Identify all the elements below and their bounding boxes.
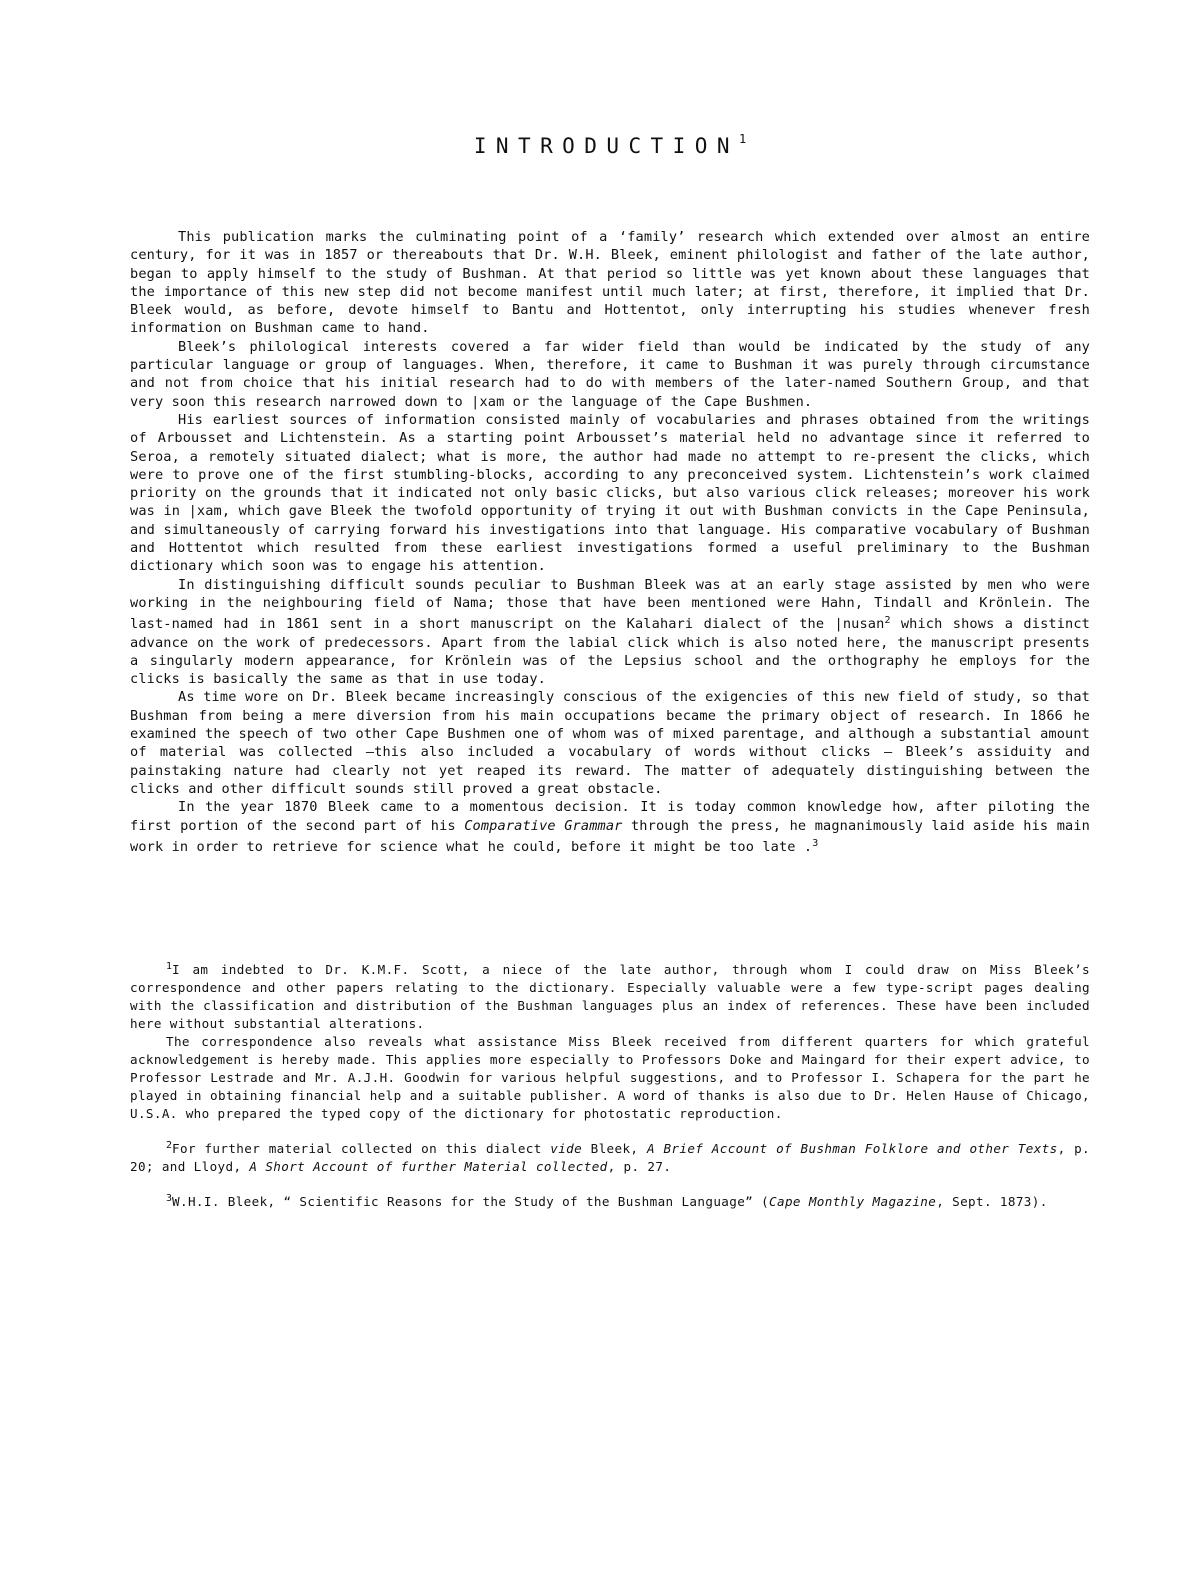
footnote-reference-mark: 1	[166, 961, 173, 972]
text-segment: In distinguishing difficult sounds peculiar to Bushman Bleek was at an early stage assisted by men who were working in the neighbouring field of Nama; those that have been mentioned were Hahn, Tindall and Krönlein. The last-named had in 1861 sent in a short manuscript on the Kalahari dialect of the |nusan	[130, 576, 1090, 633]
page-title-text: INTRODUCTION	[473, 134, 739, 158]
footnote-reference-mark: 2	[166, 1140, 173, 1151]
footnote-paragraph	[130, 1137, 1090, 1176]
italic-title-text: Comparative Grammar	[464, 817, 623, 834]
footnote-reference-mark: 3	[812, 837, 819, 849]
body-paragraph	[130, 688, 1090, 798]
italic-title-text: A Brief Account of Bushman Folklore and other Texts	[646, 1141, 1058, 1156]
body-text	[130, 228, 1090, 856]
text-segment: In the year 1870 Bleek came to a momentous decision. It is today common knowledge how, after piloting the first portion of the second part of his	[130, 799, 1090, 834]
text-segment: Bleek’s philological interests covered a far wider field than would be indicated by the study of any particular language or group of languages. When, therefore, it came to Bushman it was purely through circumstance and not from choice that his initial research had to do with members of the later-named Southern Group, and that very soon this research narrowed down to |xam or the language of the Cape Bushmen.	[130, 338, 1090, 410]
text-segment: W.H.I. Bleek, “ Scientific Reasons for the Study of the Bushman Language” (	[172, 1194, 770, 1209]
body-paragraph	[130, 411, 1090, 576]
body-paragraph	[130, 228, 1090, 338]
footnote-reference-mark: 2	[884, 615, 891, 627]
footnote-reference-mark: 3	[166, 1193, 173, 1204]
text-segment: , p. 27.	[607, 1159, 672, 1174]
text-segment: I am indebted to Dr. K.M.F. Scott, a niece of the late author, through whom I could draw on Miss Bleek’s correspondence and other papers relating to the dictionary. Especially valuable were a few type-script pages dealing with the classification and distribution of the Bushman languages plus an index of references. These have been included here without substantial alterations.	[130, 962, 1090, 1031]
page-title	[130, 132, 1090, 158]
title-footnote-mark: 1	[738, 132, 747, 146]
body-paragraph	[130, 338, 1090, 411]
footnote-paragraph	[130, 958, 1090, 1033]
text-segment: Bleek,	[582, 1141, 647, 1156]
text-segment: , p. 20; and Lloyd,	[130, 1141, 1091, 1174]
text-segment: , Sept. 1873).	[936, 1194, 1048, 1209]
footnote-paragraph	[130, 1190, 1090, 1211]
italic-title-text: Cape Monthly Magazine	[769, 1194, 937, 1209]
footnotes	[130, 958, 1090, 1211]
body-paragraph	[130, 576, 1090, 689]
text-segment: which shows a distinct advance on the work of predecessors. Apart from the labial click which is also noted here, the manuscript presents a singularly modern appearance, for Krönlein was of the Lepsius school and the orthography he employs for the clicks is basically the same as that in use today.	[130, 616, 1090, 688]
body-paragraph	[130, 798, 1090, 856]
footnote-paragraph	[130, 1033, 1090, 1123]
text-segment: His earliest sources of information consisted mainly of vocabularies and phrases obtained from the writings of Arbousset and Lichtenstein. As a starting point Arbousset’s material held no advantage since it referred to Seroa, a remotely situated dialect; what is more, the author had made no attempt to re-present the clicks, which were to prove one of the first stumbling-blocks, according to any preconceived system. Lichtenstein’s work claimed priority on the grounds that it indicated not only basic clicks, but also various click releases; moreover his work was in |xam, which gave Bleek the twofold opportunity of trying it out with Bushman convicts in the Cape Peninsula, and simultaneously of carrying forward his investigations into that language. His comparative vocabulary of Bushman and Hottentot which resulted from these earliest investigations formed a useful preliminary to the Bushman dictionary which soon was to engage his attention.	[130, 411, 1090, 575]
italic-title-text: A Short Account of further Material collected	[249, 1159, 608, 1174]
text-segment: This publication marks the culminating point of a ‘family’ research which extended over almost an entire century, for it was in 1857 or thereabouts that Dr. W.H. Bleek, eminent philologist and father of the late author, began to apply himself to the study of Bushman. At that period so little was yet known about these languages that the importance of this new step did not become manifest until much later; at first, therefore, it implied that Dr. Bleek would, as before, devote himself to Bantu and Hottentot, only interrupting his studies whenever fresh information on Bushman came to hand.	[130, 229, 1090, 337]
text-segment: For further material collected on this dialect	[172, 1141, 551, 1156]
italic-title-text: vide	[550, 1141, 583, 1156]
text-segment: through the press, he magnanimously laid aside his main work in order to retrieve for science what he could, before it might be too late .	[130, 817, 1090, 855]
text-segment: As time wore on Dr. Bleek became increasingly conscious of the exigencies of this new field of study, so that Bushman from being a mere diversion from his main occupations became the primary object of research. In 1866 he examined the speech of two other Cape Bushmen one of whom was of mixed parentage, and although a substantial amount of material was collected –this also included a vocabulary of words without clicks – Bleek’s assiduity and painstaking nature had clearly not yet reaped its reward. The matter of adequately distinguishing between the clicks and other difficult sounds still proved a great obstacle.	[130, 689, 1090, 797]
text-segment: The correspondence also reveals what assistance Miss Bleek received from different quarters for which grateful acknowledgement is hereby made. This applies more especially to Professors Doke and Maingard for their expert advice, to Professor Lestrade and Mr. A.J.H. Goodwin for various helpful suggestions, and to Professor I. Schapera for the part he played in obtaining financial help and a suitable publisher. A word of thanks is also due to Dr. Helen Hause of Chicago, U.S.A. who prepared the typed copy of the dictionary for photostatic reproduction.	[130, 1034, 1090, 1121]
